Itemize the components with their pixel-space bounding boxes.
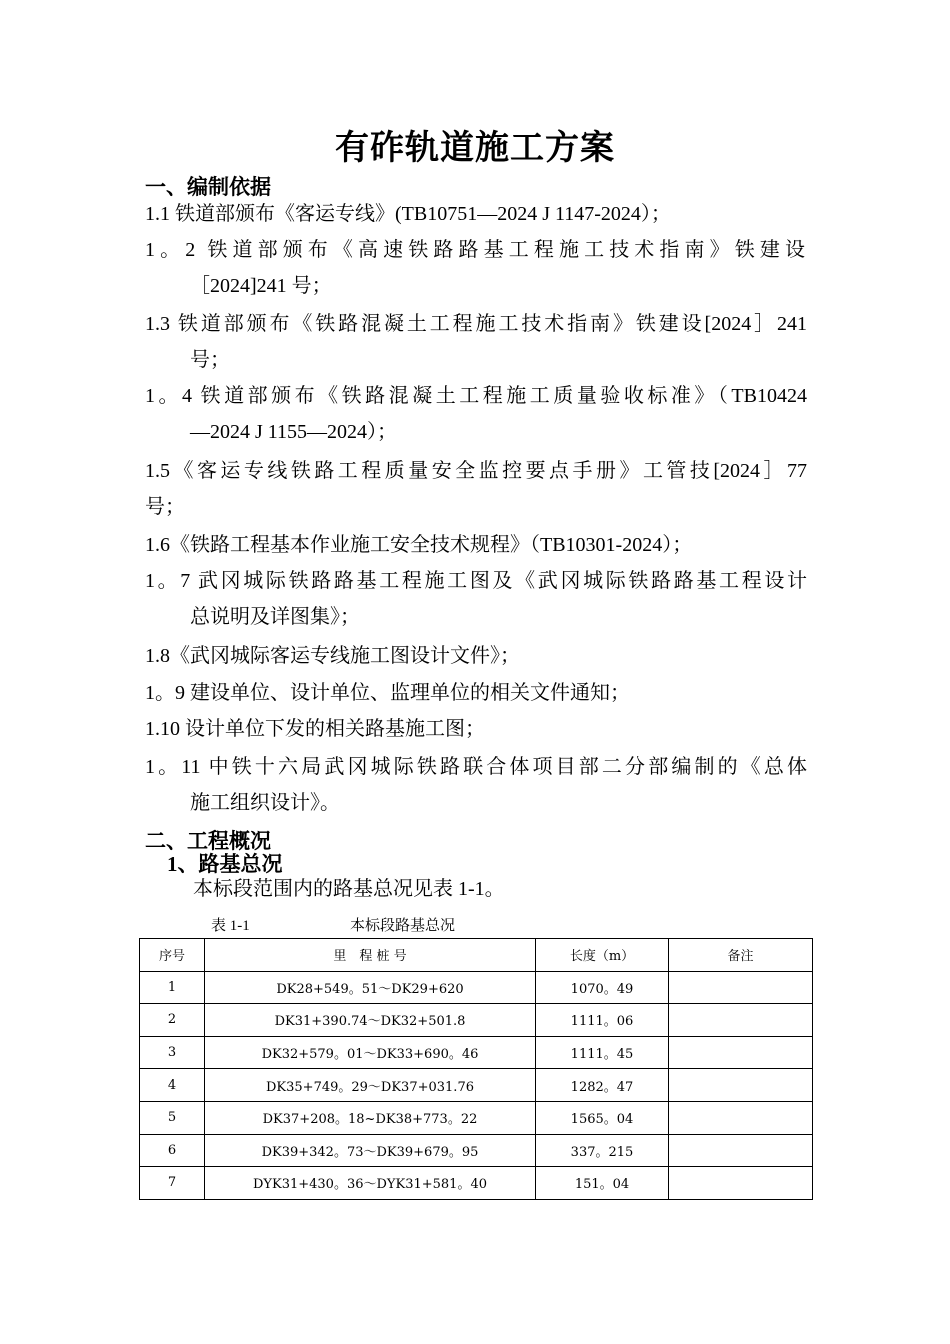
cell-index: 4	[140, 1069, 205, 1102]
basis-item-text: 1.5《客运专线铁路工程质量安全监控要点手册》工管技[2024］77	[145, 460, 807, 482]
basis-item-text: 1.10 设计单位下发的相关路基施工图；	[145, 718, 485, 740]
basis-item-11	[145, 749, 807, 821]
cell-length: 1111。06	[536, 1004, 669, 1037]
basis-item-continuation: 号；	[190, 349, 230, 371]
basis-item-3	[145, 306, 807, 378]
basis-item-text: 1.3 铁道部颁布《铁路混凝土工程施工技术指南》铁建设[2024］241	[145, 313, 807, 335]
header-index: 序号	[140, 939, 205, 972]
cell-chainage: DK32+579。01～DK33+690。46	[205, 1036, 536, 1069]
table-number: 表 1-1	[211, 918, 250, 934]
table-caption: 本标段路基总况	[350, 918, 456, 934]
section-heading-basis: 一、编制依据	[145, 175, 271, 199]
basis-item-continuation: 号；	[145, 496, 185, 518]
table-header-row	[140, 939, 813, 972]
cell-length: 1111。45	[536, 1036, 669, 1069]
cell-length: 1282。47	[536, 1069, 669, 1102]
cell-chainage: DK37+208。18~DK38+773。22	[205, 1101, 536, 1134]
cell-index: 2	[140, 1004, 205, 1037]
basis-item-text: 1.1 铁道部颁布《客运专线》(TB10751—2024 J 1147-2024）；	[145, 203, 671, 225]
basis-item-continuation: 总说明及详图集》；	[190, 606, 360, 628]
cell-chainage: DYK31+430。36～DYK31+581。40	[205, 1167, 536, 1200]
basis-item-text: 1。11 中铁十六局武冈城际铁路联合体项目部二分部编制的《总体	[145, 756, 807, 778]
cell-length: 1070。49	[536, 971, 669, 1004]
cell-remarks	[669, 1069, 813, 1102]
basis-item-continuation: ［2024]241 号；	[190, 275, 332, 297]
table-row	[140, 1069, 813, 1102]
cell-chainage: DK28+549。51～DK29+620	[205, 971, 536, 1004]
table-row	[140, 1134, 813, 1167]
basis-item-4	[145, 378, 807, 450]
table-row	[140, 1004, 813, 1037]
cell-index: 1	[140, 971, 205, 1004]
cell-length: 1565。04	[536, 1101, 669, 1134]
table-row	[140, 1167, 813, 1200]
basis-item-continuation: —2024 J 1155—2024）；	[190, 421, 398, 443]
cell-index: 7	[140, 1167, 205, 1200]
header-chainage: 里 程 桩 号	[205, 939, 536, 972]
basis-item-5	[145, 453, 807, 525]
cell-index: 5	[140, 1101, 205, 1134]
subsection-heading-subgrade: 1、路基总况	[167, 852, 283, 876]
cell-length: 337。215	[536, 1134, 669, 1167]
cell-chainage: DK31+390.74～DK32+501.8	[205, 1004, 536, 1037]
cell-remarks	[669, 1134, 813, 1167]
header-length: 长度（m）	[536, 939, 669, 972]
cell-chainage: DK39+342。73～DK39+679。95	[205, 1134, 536, 1167]
document-title: 有砟轨道施工方案	[335, 130, 615, 167]
cell-remarks	[669, 1167, 813, 1200]
basis-item-text: 1.6《铁路工程基本作业施工安全技术规程》（TB10301-2024）；	[145, 534, 693, 556]
cell-length: 151。04	[536, 1167, 669, 1200]
basis-item-9	[145, 675, 807, 711]
overview-intro-text: 本标段范围内的路基总况见表 1-1。	[193, 878, 505, 900]
header-remarks: 备注	[669, 939, 813, 972]
basis-item-7	[145, 563, 807, 635]
basis-item-text: 1。9 建设单位、设计单位、监理单位的相关文件通知；	[145, 682, 630, 704]
table-row	[140, 971, 813, 1004]
basis-item-6	[145, 527, 807, 563]
cell-chainage: DK35+749。29～DK37+031.76	[205, 1069, 536, 1102]
basis-item-text: 1。2 铁道部颁布《高速铁路路基工程施工技术指南》铁建设	[145, 239, 807, 261]
basis-item-10	[145, 711, 807, 747]
cell-index: 3	[140, 1036, 205, 1069]
cell-remarks	[669, 1036, 813, 1069]
cell-index: 6	[140, 1134, 205, 1167]
subgrade-summary-table	[139, 938, 813, 1200]
basis-item-text: 1。4 铁道部颁布《铁路混凝土工程施工质量验收标准》（TB10424	[145, 385, 807, 407]
table-row	[140, 1101, 813, 1134]
cell-remarks	[669, 1004, 813, 1037]
cell-remarks	[669, 971, 813, 1004]
basis-item-continuation: 施工组织设计》。	[190, 792, 340, 814]
basis-item-8	[145, 638, 807, 674]
basis-item-text: 1.8《武冈城际客运专线施工图设计文件》；	[145, 645, 520, 667]
table-row	[140, 1036, 813, 1069]
section-heading-overview: 二、工程概况	[145, 829, 271, 853]
basis-item-2	[145, 232, 807, 304]
basis-item-text: 1。7 武冈城际铁路路基工程施工图及《武冈城际铁路路基工程设计	[145, 570, 807, 592]
cell-remarks	[669, 1101, 813, 1134]
basis-item-1	[145, 196, 807, 232]
